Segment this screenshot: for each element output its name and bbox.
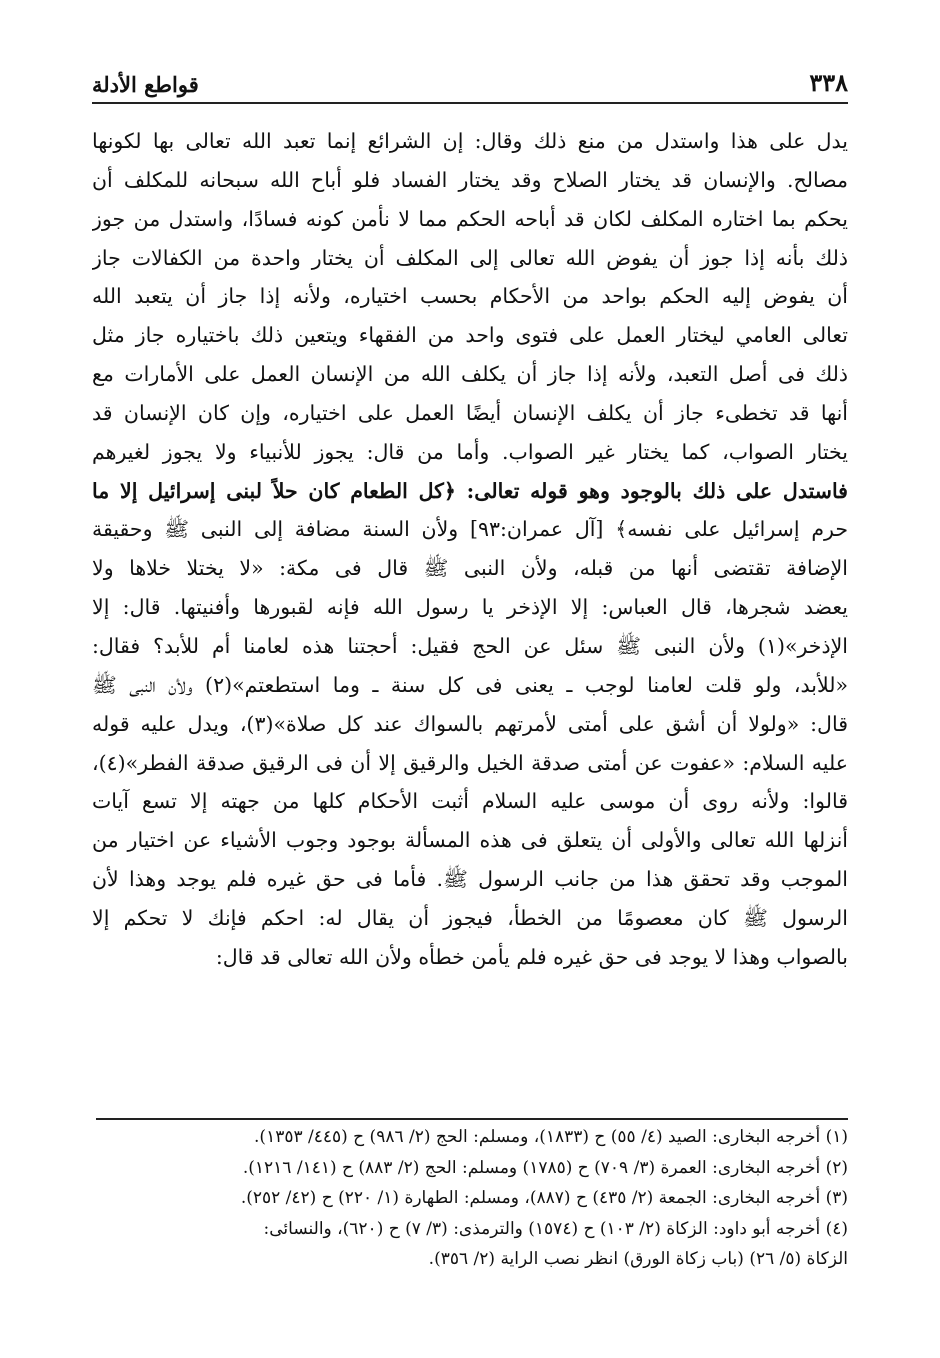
body-line: عليه السلام: «عفوت عن أمتى صدقة الخيل والرقيق إلا أن فى الرقيق صدقة الفطر»(٤)، [92, 750, 848, 775]
body-line: يختار الصواب، كما يختار غير الصواب. وأما من قال: يجوز للأنبياء ولا يجوز لغيرهم [92, 439, 848, 464]
body-line: قالوا: ولأنه روى أن موسى عليه السلام أثبت الأحكام كلها من جهته إلا تسع آيات [92, 789, 848, 814]
body-line: الموجب وقد تحقق هذا من جانب الرسول ﷺ. فأما فى حق غيره فلم يوجد وهذا لأن [92, 867, 848, 892]
page-number: ٣٣٨ [809, 68, 848, 97]
footnote-2: (٢) أخرجه البخارى: العمرة (٣/ ٧٠٩) ح (١٧٨٥) ومسلم: الحج (٢/ ٨٨٣) ح (١٤١/ ١٢١٦). [242, 1157, 848, 1178]
body-line: يحكم بما اختاره المكلف لكان قد أباحه الحكم مما لا نأمن كونه فسادًا، واستدل من جوز [92, 206, 848, 231]
footnote-3: (٣) أخرجه البخارى: الجمعة (٢/ ٤٣٥) ح (٨٨٧)، ومسلم: الطهارة (١/ ٢٢٠) ح (٤٢/ ٢٥٢). [240, 1188, 848, 1208]
footnote-4: (٤) أخرجه أبو داود: الزكاة (٢/ ١٠٣) ح (١٥٧٤) والترمذى: (٣/ ٧) ح (٦٢٠)، والنسائى: [263, 1218, 848, 1239]
body-line: بالصواب وهذا لا يوجد فى حق غيره فلم يأمن خطأه ولأن الله تعالى قد قال: [215, 944, 848, 969]
body-line: أن يفوض إليه الحكم بواحد من الأحكام بحسب اختياره، ولأنه إذا جاز أن يتعبد الله [92, 284, 848, 309]
body-line: أنزلها الله تعالى والأولى أن يتعلق فى هذه المسألة بوجود وجوب الأشياء عن اختيار من [92, 828, 848, 853]
page-header [92, 62, 848, 104]
body-line: «للأبد، ولو قلت لعامنا لوجب ـ يعنى فى كل سنة ـ وما استطعتم»(٢) ولأن النبى ﷺ [92, 672, 848, 697]
body-line: تعالى العامي ليختار العمل على فتوى واحد من الفقهاء ويتعين ذلك باختياره جاز مثل [92, 323, 848, 348]
body-line: حرم إسرائيل على نفسه﴾ [آل عمران:٩٣] ولأن السنة مضافة إلى النبى ﷺ وحقيقة [92, 517, 848, 542]
body-line: ذلك بأنه إذا جوز أن يفوض الله تعالى إلى المكلف أن يختار واحدة من الكفالات جاز [92, 245, 848, 270]
body-line: أنها قد تخطىء جاز أن يكلف الإنسان أيضًا العمل على اختياره، وإن كان الإنسان قد [92, 400, 848, 425]
footnotes [92, 1122, 848, 1275]
body-line: مصالح. والإنسان قد يختار الصلاح وقد يختار الفساد فلو أباح الله سبحانه للمكلف أن [92, 167, 848, 192]
footnote-separator [96, 1118, 848, 1120]
body-line: قال: «ولولا أن أشق على أمتى لأمرتهم بالسواك عند كل صلاة»(٣)، ويدل عليه قوله [92, 711, 848, 736]
body-line-quran-verse: فاستدل على ذلك بالوجود وهو قوله تعالى: ﴿كل الطعام كان حلاً لبنى إسرائيل إلا ما [92, 478, 848, 503]
footnote-4-continued: الزكاة (٥/ ٢٦) (باب زكاة الورق) انظر نصب الراية (٢/ ٣٥٦). [428, 1249, 848, 1269]
body-line: الإذخر»(١) ولأن النبى ﷺ سئل عن الحج فقيل: أحجتنا هذه لعامنا أم للأبد؟ فقال: [92, 633, 848, 658]
body-line: يدل على هذا واستدل من منع ذلك وقال: إن الشرائع إنما تعبد الله تعالى بها لكونها [92, 129, 848, 153]
running-title: قواطع الأدلة [92, 72, 199, 97]
footnote-1: (١) أخرجه البخارى: الصيد (٤/ ٥٥) ح (١٨٣٣)، ومسلم: الحج (٢/ ٩٨٦) ح (٤٤٥/ ١٣٥٣). [254, 1127, 848, 1147]
body-text [92, 122, 848, 977]
body-line: الإضافة تقتضى أنها من قبله، ولأن النبى ﷺ قال فى مكة: «لا يختلا خلاها ولا [92, 556, 848, 581]
body-line: الرسول ﷺ كان معصومًا من الخطأ، فيجوز أن يقال له: احكم فإنك لا تحكم إلا [92, 905, 848, 930]
body-line: ذلك فى أصل التعبد، ولأنه إذا جاز أن يكلف الله من الإنسان العمل على الأمارات مع [92, 362, 848, 387]
body-line: يعضد شجرها، قال العباس: إلا الإذخر يا رسول الله فإنه لقبورها وأفنيتها. قال: إلا [92, 595, 848, 620]
